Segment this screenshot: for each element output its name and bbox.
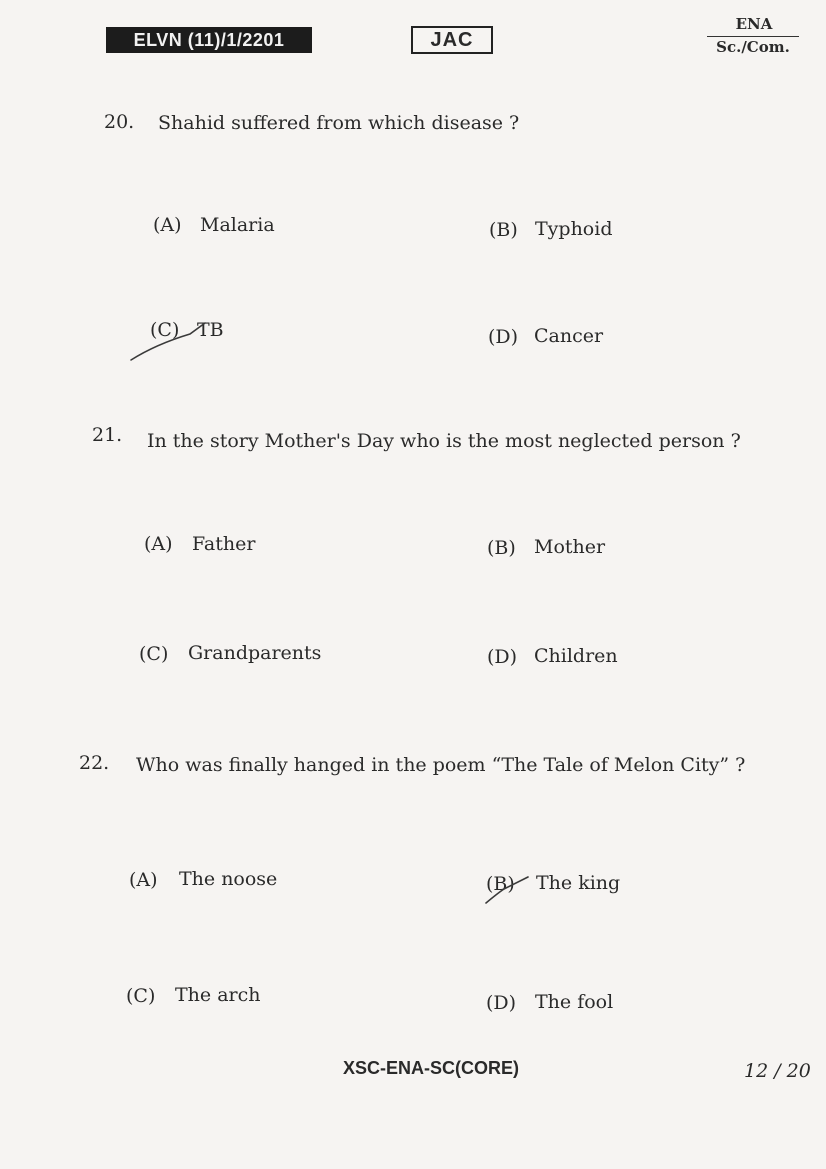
option-text: TB [197,319,224,341]
option-text: The fool [535,991,614,1013]
option-letter: (D) [487,646,518,668]
subject-stream: Sc./Com. [716,38,790,56]
option-text: Malaria [200,214,275,236]
option-letter: (B) [487,537,516,559]
option-text: Typhoid [535,218,613,240]
option-letter: (C) [139,643,169,665]
question-text: In the story Mother's Day who is the most neglected person ? [147,430,741,452]
option-text: Grandparents [188,642,322,664]
option-letter: (D) [486,992,517,1014]
option-letter: (B) [489,219,518,241]
option-letter: (D) [488,326,519,348]
option-letter: (A) [153,214,182,236]
option-letter-marked: (B) [486,873,515,895]
question-number: 21. [92,424,123,446]
option-letter: (A) [144,533,173,555]
paper-code-badge: ELVN (11)/1/2201 [106,27,312,53]
page-number: 12 / 20 [744,1060,811,1082]
question-number: 20. [104,111,135,133]
question-number: 22. [79,752,110,774]
option-text: Mother [534,536,606,558]
option-text: The arch [175,984,261,1006]
option-letter: (A) [129,869,158,891]
option-text: Father [192,533,256,555]
question-text: Shahid suffered from which disease ? [158,112,520,134]
option-text: The king [536,872,621,894]
footer-paper-code: XSC-ENA-SC(CORE) [343,1058,520,1078]
board-label: JAC [411,26,493,54]
option-letter: (C) [126,985,156,1007]
question-text: Who was finally hanged in the poem “The Tale of Melon City” ? [136,754,746,776]
option-letter-marked: (C) [150,319,180,341]
option-text: Cancer [534,325,604,347]
option-text: Children [534,645,618,667]
subject-code: ENA [735,15,773,33]
option-text: The noose [179,868,278,890]
